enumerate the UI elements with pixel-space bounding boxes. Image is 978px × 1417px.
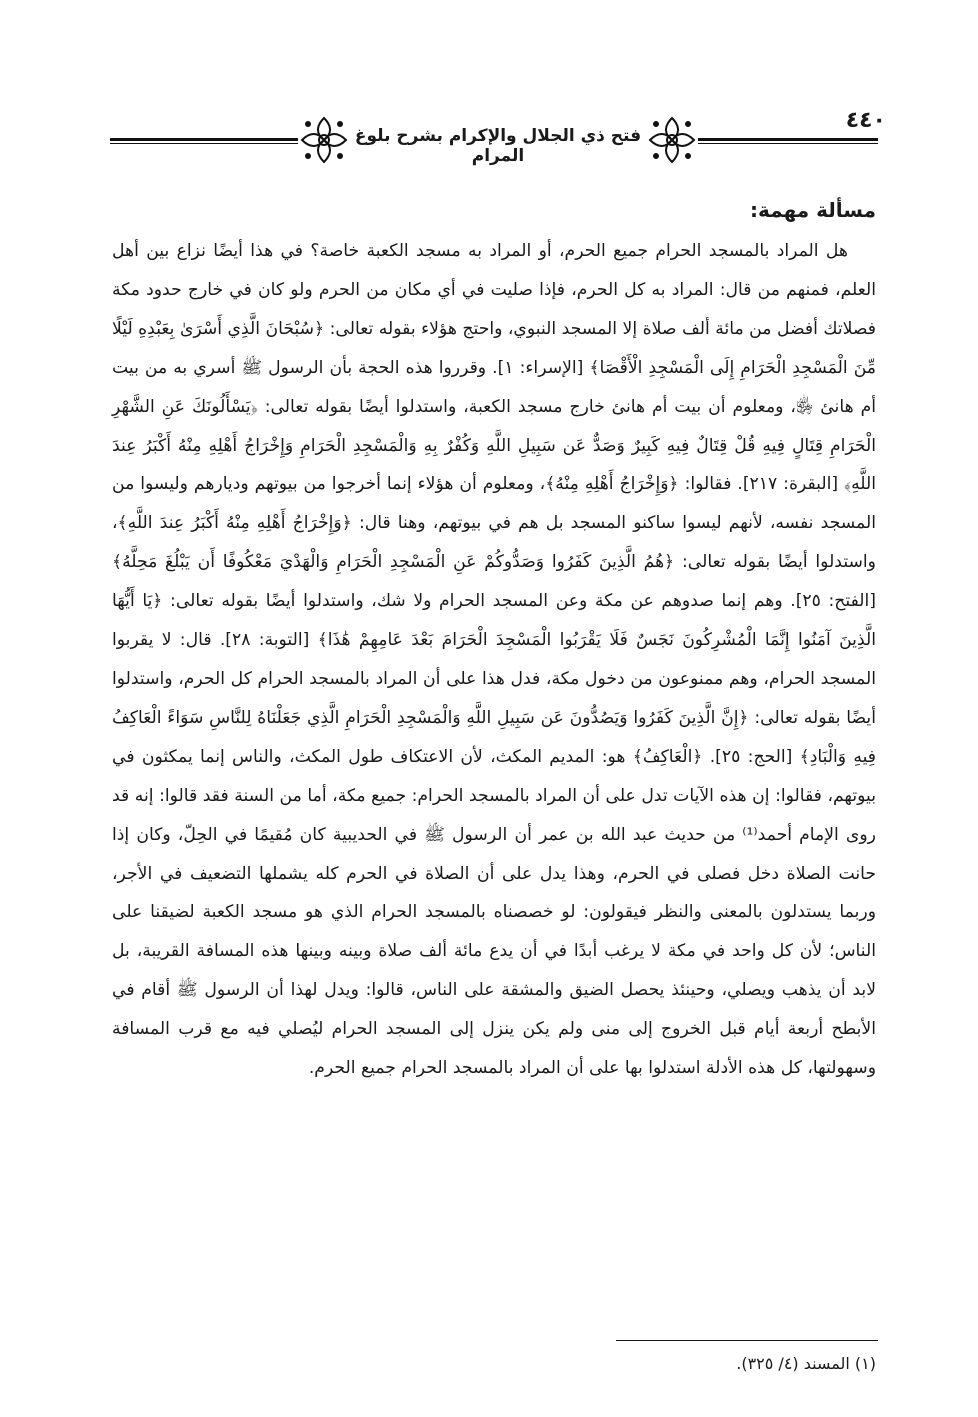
main-content — [112, 192, 876, 1088]
section-heading: مسألة مهمة: — [750, 198, 876, 222]
page-number: ٤٤٠ — [845, 108, 886, 133]
header-rule-left — [110, 138, 298, 144]
footnote: (١) المسند (٤/ ٣٢٥). — [736, 1354, 876, 1373]
footnote-divider — [616, 1340, 878, 1341]
floral-ornament-icon — [646, 114, 698, 166]
page-header — [110, 108, 886, 168]
floral-ornament-icon — [298, 114, 350, 166]
running-title: فتح ذي الجلال والإكرام بشرح بلوغ المرام — [354, 126, 642, 166]
body-paragraph: هل المراد بالمسجد الحرام جميع الحرم، أو المراد به مسجد الكعبة خاصة؟ في هذا أيضًا نزاع بين أهل العلم، فمنهم من قال: المراد به كل الحرم، فإذا صليت في أي مكان من الحرم ولو كان في خارج حدود مكة فصلاتك أفضل من مائة ألف صلاة إلا المسجد النبوي، واحتج هؤلاء بقوله تعالى: ﴿سُبْحَانَ الَّذِي أَسْرَىٰ بِعَبْدِهِ لَيْلًا مِّنَ الْمَسْجِدِ الْحَرَامِ إِلَى الْمَسْجِدِ الْأَقْصَا﴾ [الإسراء: ١]. وقرروا هذه الحجة بأن الرسول ﷺ أسري به من بيت أم هانئ ﵂، ومعلوم أن بيت أم هانئ خارج مسجد الكعبة، واستدلوا أيضًا بقوله تعالى: ﴿يَسْأَلُونَكَ عَنِ الشَّهْرِ الْحَرَامِ قِتَالٍ فِيهِ قُلْ قِتَالٌ فِيهِ كَبِيرٌ وَصَدٌّ عَن سَبِيلِ اللَّهِ وَكُفْرٌ بِهِ وَالْمَسْجِدِ الْحَرَامِ وَإِخْرَاجُ أَهْلِهِ مِنْهُ أَكْبَرُ عِندَ اللَّهِ﴾ [البقرة: ٢١٧]. فقالوا: ﴿وَإِخْرَاجُ أَهْلِهِ مِنْهُ﴾، ومعلوم أن هؤلاء إنما أخرجوا من بيوتهم وديارهم وليسوا من المسجد نفسه، لأنهم ليسوا ساكنو المسجد بل هم في بيوتهم، وهنا قال: ﴿وَإِخْرَاجُ أَهْلِهِ مِنْهُ أَكْبَرُ عِندَ اللَّهِ﴾، واستدلوا أيضًا بقوله تعالى: ﴿هُمُ الَّذِينَ كَفَرُوا وَصَدُّوكُمْ عَنِ الْمَسْجِدِ الْحَرَامِ وَالْهَدْيَ مَعْكُوفًا أَن يَبْلُغَ مَحِلَّهُ﴾ [الفتح: ٢٥]. وهم إنما صدوهم عن مكة وعن المسجد الحرام ولا شك، واستدلوا أيضًا بقوله تعالى: ﴿يَا أَيُّهَا الَّذِينَ آمَنُوا إِنَّمَا الْمُشْرِكُونَ نَجَسٌ فَلَا يَقْرَبُوا الْمَسْجِدَ الْحَرَامَ بَعْدَ عَامِهِمْ هَٰذَا﴾ [التوبة: ٢٨]. قال: لا يقربوا المسجد الحرام، وهم ممنوعون من دخول مكة، فدل هذا على أن المراد بالمسجد الحرام كل الحرم، واستدلوا أيضًا بقوله تعالى: ﴿إِنَّ الَّذِينَ كَفَرُوا وَيَصُدُّونَ عَن سَبِيلِ اللَّهِ وَالْمَسْجِدِ الْحَرَامِ الَّذِي جَعَلْنَاهُ لِلنَّاسِ سَوَاءً الْعَاكِفُ فِيهِ وَالْبَادِ﴾ [الحج: ٢٥]. ﴿الْعَاكِفُ﴾ هو: المديم المكث، لأن الاعتكاف طول المكث، والناس إنما يمكثون في بيوتهم، فقالوا: إن هذه الآيات تدل على أن المراد بالمسجد الحرام: جميع مكة، أما من السنة فقد قالوا: إنه قد روى الإمام أحمد⁽¹⁾ من حديث عبد الله بن عمر أن الرسول ﷺ في الحديبية كان مُقيمًا في الحِلّ، وكان إذا حانت الصلاة دخل فصلى في الحرم، وهذا يدل على أن الصلاة في الحرم كله يشملها التضعيف في الأجر، وربما يستدلون بالمعنى والنظر فيقولون: لو خصصناه بالمسجد الحرام الذي هو مسجد الكعبة لضيقنا على الناس؛ لأن كل واحد في مكة لا يرغب أبدًا في أن يدع مائة ألف صلاة وبينه وبينها هذه المسافة القريبة، بل لابد أن يذهب ويصلي، وحينئذ يحصل الضيق والمشقة على الناس، قالوا: ويدل لهذا أن الرسول ﷺ أقام في الأبطح أربعة أيام قبل الخروج إلى منى ولم يكن ينزل إلى المسجد الحرام ليُصلي فيه مع قرب المسافة وسهولتها، كل هذه الأدلة استدلوا بها على أن المراد بالمسجد الحرام جميع الحرم. — [112, 241, 877, 1079]
header-rule-right — [698, 138, 878, 144]
